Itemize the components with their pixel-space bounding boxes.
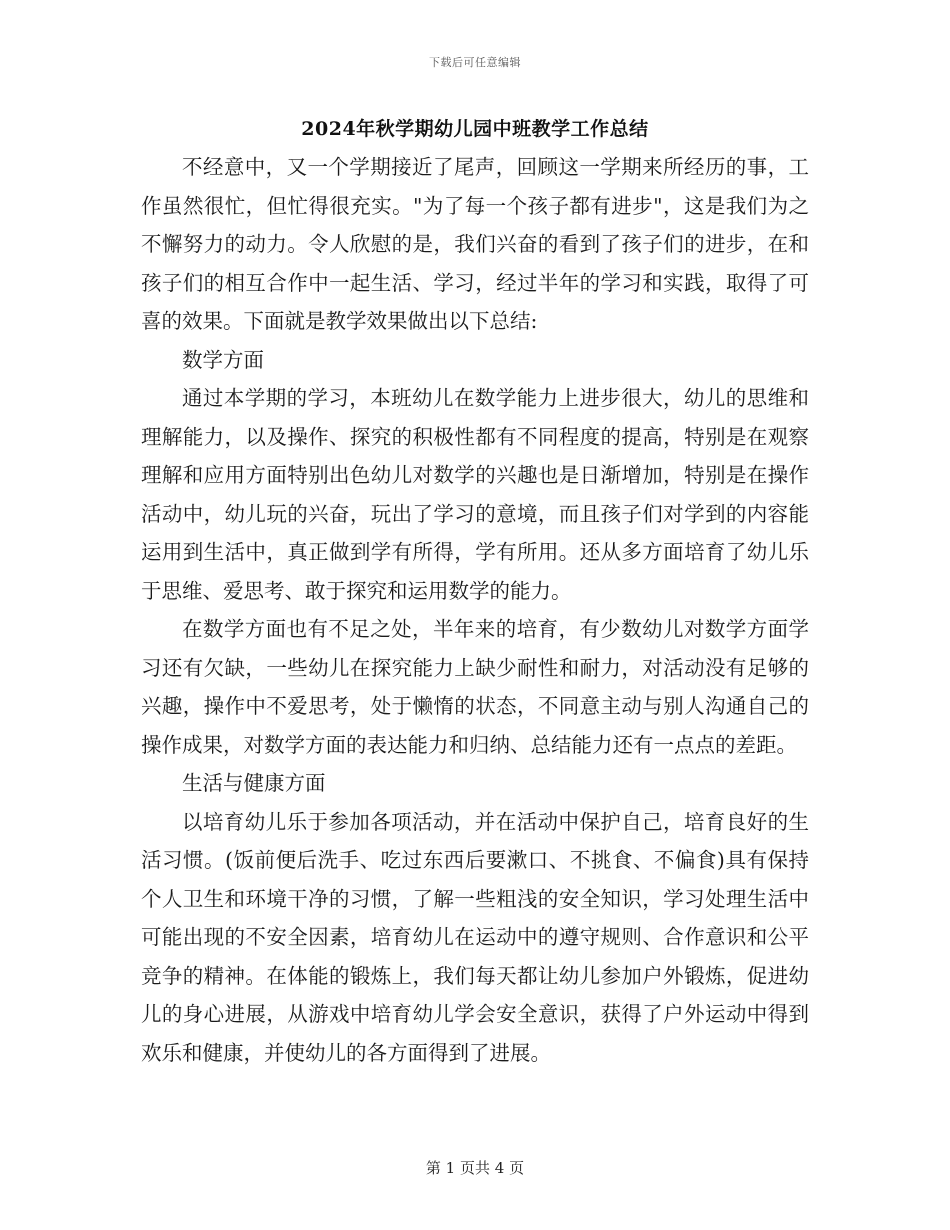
paragraph-intro: 不经意中，又一个学期接近了尾声，回顾这一学期来所经历的事，工作虽然很忙，但忙得很充实。"为了每一个孩子都有进步"，这是我们为之不懈努力的动力。令人欣慰的是，我们兴奋的看到了孩子们的进步，在和孩子们的相互合作中一起生活、学习，经过半年的学习和实践，取得了可喜的效果。下面就是教学效果做出以下总结:	[141, 155, 809, 333]
section-heading-math: 数学方面	[182, 347, 264, 372]
paragraph-math-shortcomings: 在数学方面也有不足之处，半年来的培育，有少数幼儿对数学方面学习还有欠缺，一些幼儿在探究能力上缺少耐性和耐力，对活动没有足够的兴趣，操作中不爱思考，处于懒惰的状态，不同意主动与别人沟通自己的操作成果，对数学方面的表达能力和归纳、总结能力还有一点点的差距。	[141, 617, 809, 757]
paragraph-life-health: 以培育幼儿乐于参加各项活动，并在活动中保护自己，培育良好的生活习惯。(饭前便后洗手、吃过东西后要漱口、不挑食、不偏食)具有保持个人卫生和环境干净的习惯，了解一些粗浅的安全知识，学习处理生活中可能出现的不安全因素，培育幼儿在运动中的遵守规则、合作意识和公平竞争的精神。在体能的锻炼上，我们每天都让幼儿参加户外锻炼，促进幼儿的身心进展，从游戏中培育幼儿学会安全意识，获得了户外运动中得到欢乐和健康，并使幼儿的各方面得到了进展。	[141, 809, 809, 1065]
section-heading-life-health: 生活与健康方面	[182, 771, 326, 795]
document-body	[141, 148, 809, 1072]
page-number: 第 1 页共 4 页	[425, 1159, 525, 1177]
paragraph-math-progress: 通过本学期的学习，本班幼儿在数学能力上进步很大，幼儿的思维和理解能力，以及操作、探究的积极性都有不同程度的提高，特别是在观察理解和应用方面特别出色幼儿对数学的兴趣也是日渐增加，特别是在操作活动中，幼儿玩的兴奋，玩出了学习的意境，而且孩子们对学到的内容能运用到生活中，真正做到学有所得，学有所用。还从多方面培育了幼儿乐于思维、爱思考、敢于探究和运用数学的能力。	[141, 386, 809, 603]
document-title: 2024年秋学期幼儿园中班教学工作总结	[301, 118, 649, 140]
header-note: 下载后可任意编辑	[429, 56, 521, 69]
